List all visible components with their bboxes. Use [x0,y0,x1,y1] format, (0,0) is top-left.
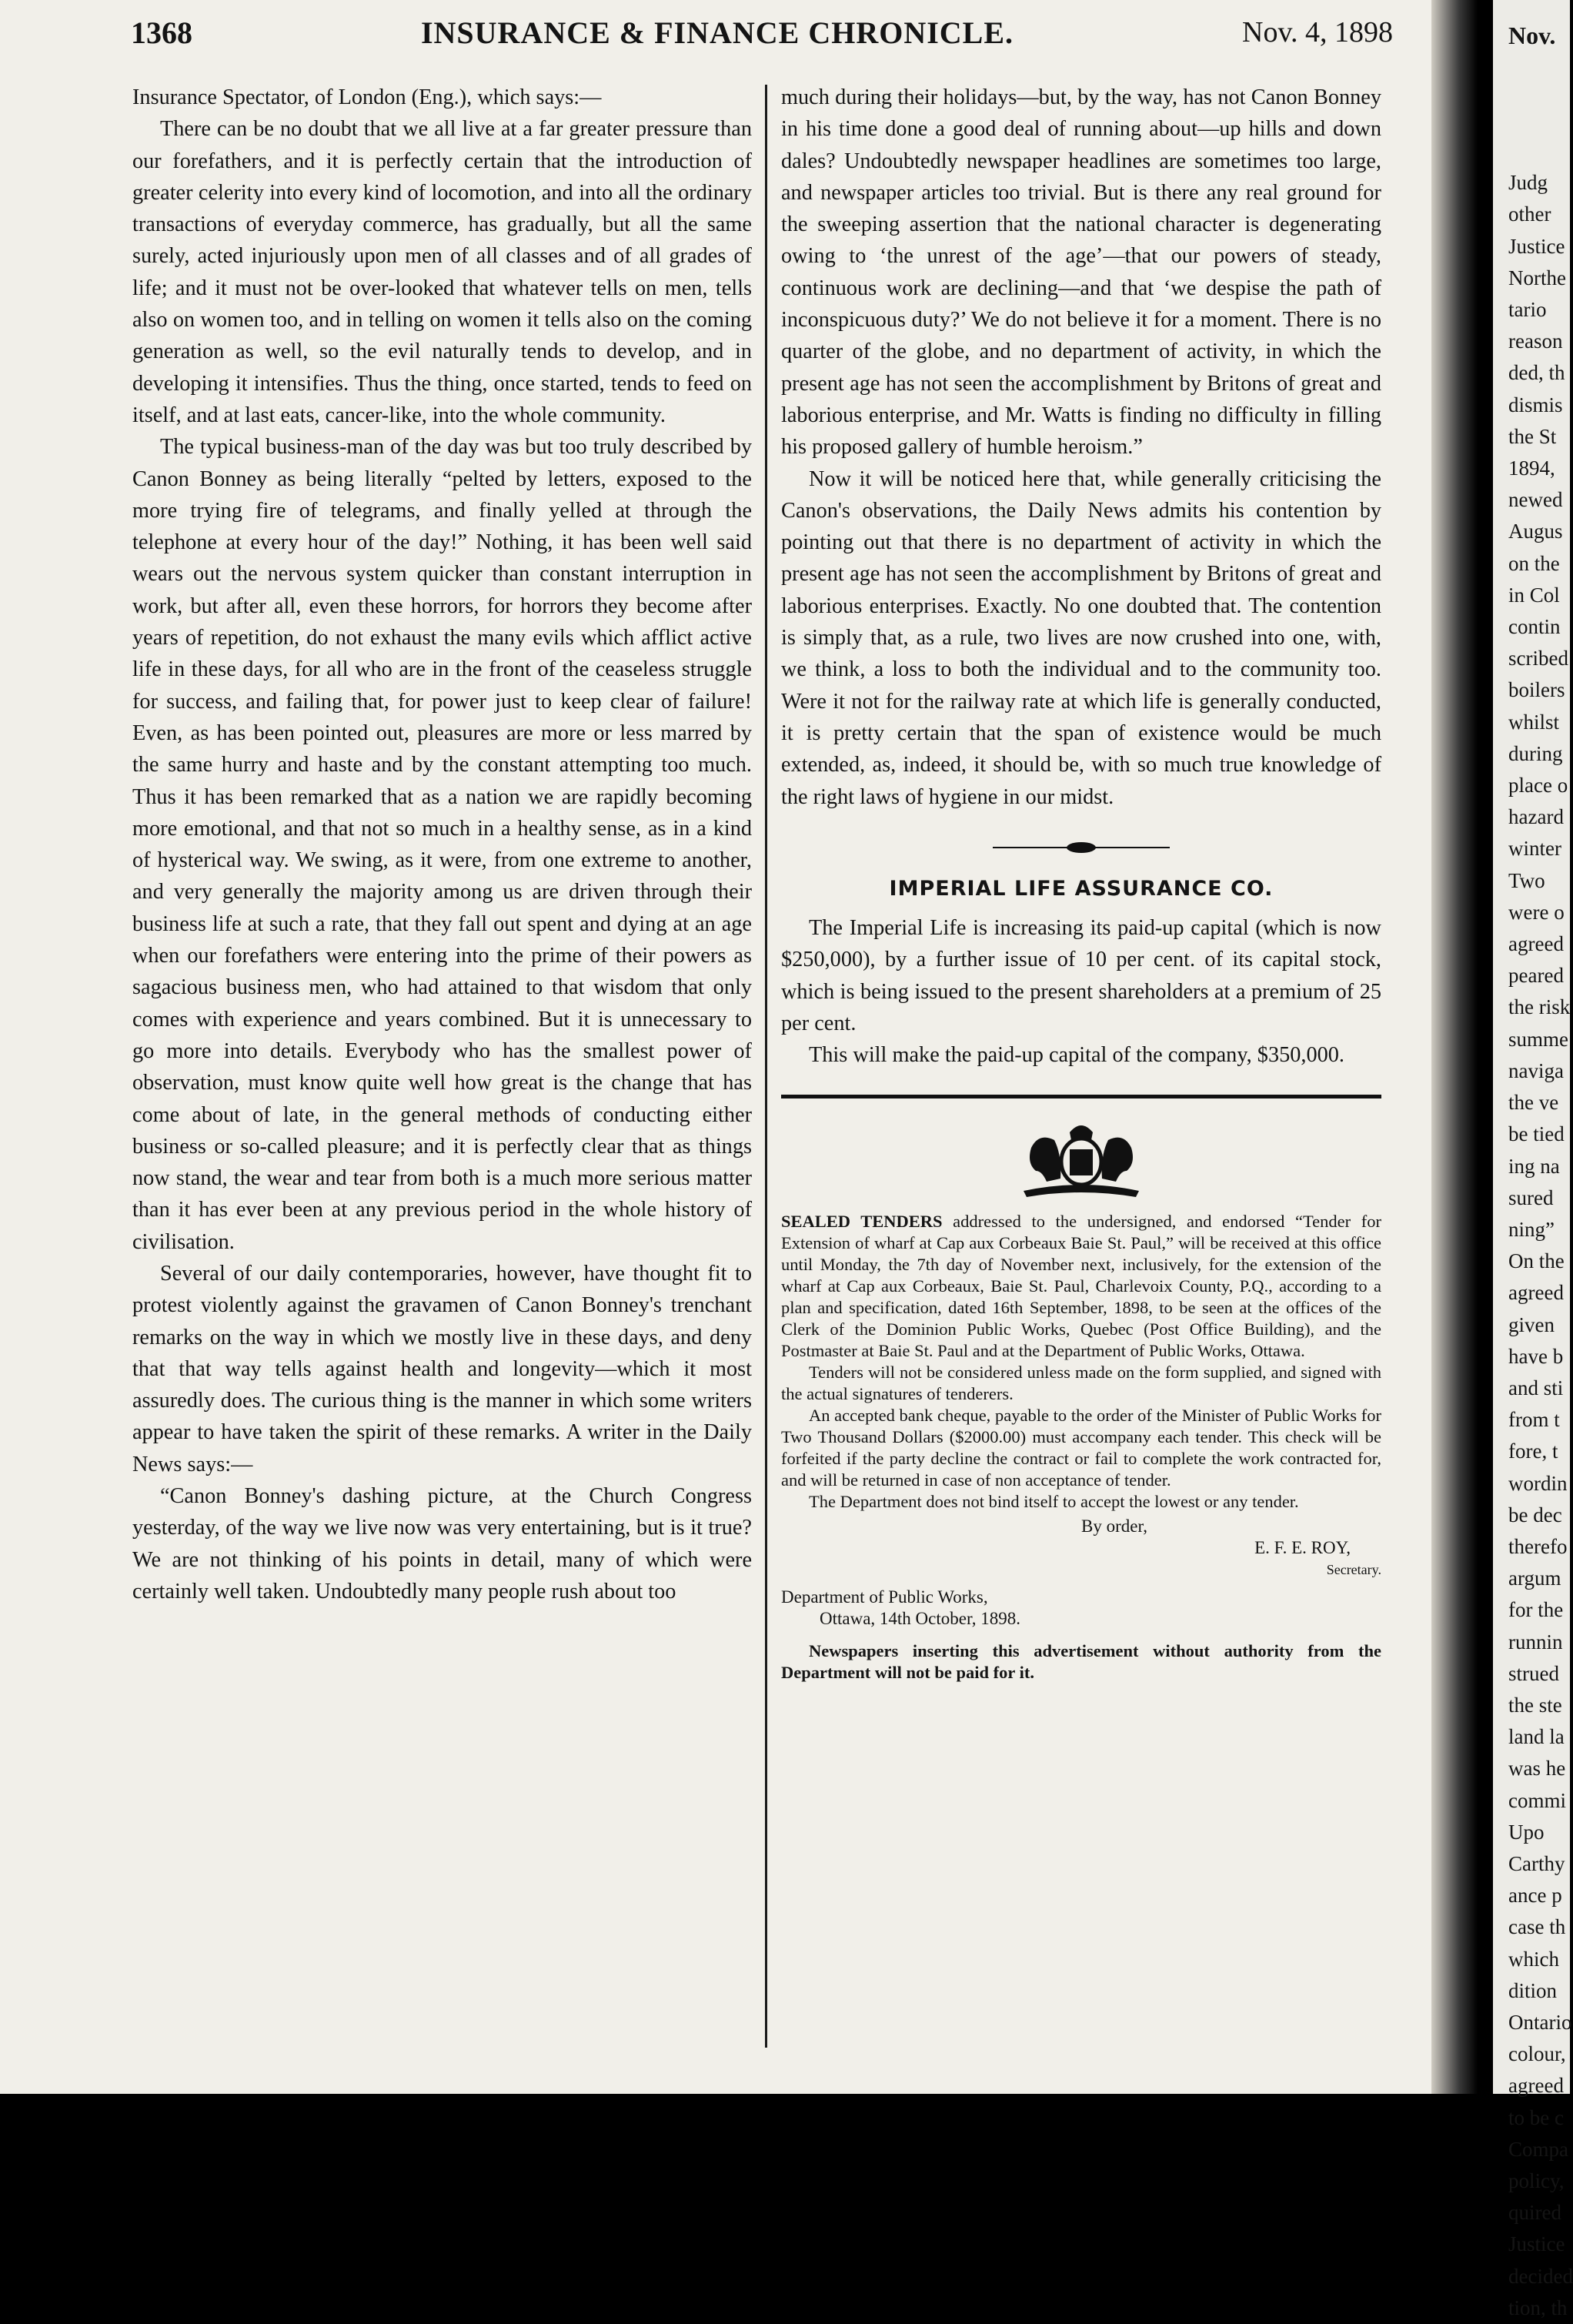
adjacent-text-line: runnin [1508,1630,1563,1654]
column-2 [781,82,1381,1684]
adjacent-text-line: decided [1508,2264,1573,2288]
adjacent-text-line: tario [1508,298,1547,322]
adjacent-text-line: whilst [1508,710,1560,734]
adjacent-text-line: wordin [1508,1471,1568,1495]
adjacent-text-line: reason [1508,329,1563,353]
article-paragraph: “Canon Bonney's dashing picture, at the Church Congress yesterday, of the way we live now was very entertaining, but is it true? We are not thinking of his points in detail, many of which were certainly well taken. Undoubtedly many people rush about too [132,1484,752,1603]
adjacent-text-line: agreed [1508,2074,1564,2098]
tender-paragraph: Tenders will not be considered unless made on the form supplied, and signed with the actual signatures of tenderers. [781,1362,1381,1403]
adjacent-text-line: sured [1508,1185,1554,1209]
royal-crest [781,1117,1381,1202]
adjacent-text-line: dismis [1508,393,1563,416]
column-divider [765,85,767,2048]
adjacent-text-line: winter [1508,837,1561,861]
adjacent-text-line: in Col [1508,583,1560,607]
publication-title: INSURANCE & FINANCE CHRONICLE. [420,15,1014,50]
coat-of-arms-icon [1016,1117,1147,1202]
adjacent-page-fragment [1493,0,1573,2319]
place-date-line: Ottawa, 14th October, 1898. [820,1608,1020,1628]
adjacent-text-line: the St [1508,424,1557,448]
tender-paragraph: The Department does not bind itself to accept the lowest or any tender. [809,1491,1299,1511]
adjacent-text-line: peared [1508,964,1564,988]
page-header [131,14,1393,51]
adjacent-text-line: be dec [1508,1503,1562,1526]
article-paragraph: There can be no doubt that we all live at a far greater pressure than our forefathers, and it is perfectly certain that the introduction of greater celerity into every kind of locomotion, and into all the ordinary transactions of everyday commerce, has gradually, but all the same surely, acted injuriously upon men of all classes and of all grades of life; and it must not be over-looked that whatever tells on men, tells also on women too, and in telling on women it tells also on the coming generation as well, so the evil naturally tends to develop, and in developing it intensifies. Thus the thing, once started, tends to feed on itself, and at last eats, cancer-like, into the whole community. [132,117,752,427]
issue-date: Nov. 4, 1898 [1242,16,1393,48]
signatory-name: E. F. E. ROY, [1254,1537,1351,1557]
department-line: Department of Public Works, [781,1587,988,1607]
tender-notice [781,1211,1381,1684]
imperial-paragraph: This will make the paid-up capital of the company, $350,000. [809,1043,1344,1068]
adjacent-text-line: the ve [1508,1091,1559,1115]
adjacent-text-line: policy, [1508,2169,1565,2192]
adjacent-text-line: Augus [1508,520,1563,543]
adjacent-text-line: newed [1508,488,1563,512]
column-1 [132,82,752,1607]
adjacent-text-line: commi [1508,1788,1566,1812]
article-paragraph: much during their holidays—but, by the way, has not Canon Bonney in his time done a good deal of running about—up hills and down dales? Undoubtedly newspaper headlines are sometimes too large, and newspaper articles too trivial. But is there any real ground for the sweeping assertion that the national character is degenerating owing to ‘the unrest of the age’—that our powers of steady, continuous work are declining—and that ‘we despise the path of inconspicuous duty?’ We do not believe it for a moment. There is no quarter of the globe, and no department of activity, in which the present age has not seen the accomplishment by Britons of great and laborious enterprise, and Mr. Watts is finding no difficulty in filling his proposed gallery of humble heroism.” [781,85,1381,460]
adjacent-text-line: for the [1508,1598,1564,1622]
section-rule [781,1095,1381,1098]
adjacent-text-line: argum [1508,1567,1561,1590]
adjacent-text-line: was he [1508,1757,1566,1781]
adjacent-text-line: quired [1508,2201,1561,2225]
adjacent-text-line: other [1508,202,1551,226]
adjacent-text-line: place o [1508,774,1568,798]
adjacent-text-line: Northe [1508,266,1566,289]
adjacent-text-line: ance p [1508,1884,1562,1908]
adjacent-text-line: case th [1508,1915,1566,1939]
adjacent-text-line: on the [1508,551,1560,575]
adjacent-text-line: and sti [1508,1376,1564,1399]
adjacent-text-line: Judg [1508,171,1548,195]
adjacent-text-line: have b [1508,1344,1564,1368]
adjacent-text-line: boilers [1508,678,1565,702]
adjacent-text-line: be tied [1508,1122,1565,1146]
tender-paragraph: An accepted bank cheque, payable to the order of the Minister of Public Works for Two Thousand Dollars ($2000.00) must accompany each tender. This check will be forfeited if the party decline the contract or fail to complete the work contracted for, and will be returned in case of non acceptance of tender. [781,1405,1381,1490]
signatory-title: Secretary. [1326,1561,1381,1577]
adjacent-text-line: Ontario [1508,2010,1572,2034]
adjacent-text-line: which [1508,1947,1559,1971]
adjacent-text-line: 1894, [1508,456,1555,480]
adjacent-text-line: ning” [1508,1217,1555,1241]
adjacent-text-line: were o [1508,900,1565,924]
adjacent-text-line: Compa [1508,2137,1568,2161]
adjacent-text-line: Justice [1508,234,1565,258]
tender-lead-paragraph [781,1211,1381,1362]
adjacent-text-line: strued [1508,1661,1559,1685]
adjacent-text-line: agreed [1508,932,1564,956]
adjacent-text-line: fore, t [1508,1440,1558,1463]
tender-lead-caps: SEALED TENDERS [781,1211,943,1231]
adjacent-text-line: dition [1508,1978,1558,2002]
by-order: By order, [1081,1516,1147,1536]
adjacent-text-line: On the [1508,1249,1565,1273]
adjacent-text-line: Upo [1508,1820,1545,1844]
article-paragraph: Now it will be noticed here that, while generally criticising the Canon's observations, the Daily News admits his contention by pointing out that there is no department of activity in which the present age has not seen the accomplishment by Britons of great and laborious enterprises. Exactly. No one doubted that. The contention is simply that, as a rule, two lives are now crushed into one, with, we think, a loss to both the individual and to the community too. Were it not for the railway rate at which life is generally conducted, it is pretty certain that the span of existence would be much extended, as, indeed, it should be, with so much true knowledge of the right laws of hygiene in our midst. [781,466,1381,809]
adjacent-text-line: during [1508,741,1563,765]
adjacent-text-line: Justice [1508,2232,1565,2256]
adjacent-text-lines [1493,167,1573,2324]
adjacent-text-line: naviga [1508,1058,1564,1082]
adjacent-text-line: given [1508,1312,1555,1336]
adjacent-text-line: ded, th [1508,361,1565,385]
adjacent-text-line: the risk [1508,995,1571,1019]
adjacent-text-line: colour, [1508,2042,1566,2066]
article-paragraph: Several of our daily contemporaries, however, have thought fit to protest violently against the gravamen of Canon Bonney's trenchant remarks on the way in which we mostly live in these days, and deny that that way tells against health and longevity—which it most assuredly does. The curious thing is the manner in which some writers appear to have taken the spirit of these remarks. A writer in the Daily News says:— [132,1261,752,1476]
adjacent-text-line: ing na [1508,1154,1560,1178]
dash-ornament [993,841,1170,854]
adjacent-text-line: from t [1508,1408,1560,1432]
adjacent-text-line: hazard [1508,805,1564,829]
newspaper-notice: Newspapers inserting this advertisement without authority from the Department will not be paid for it. [781,1640,1381,1682]
adjacent-text-line: the ste [1508,1693,1562,1717]
imperial-life-heading: IMPERIAL LIFE ASSURANCE CO. [889,876,1274,901]
adjacent-text-line: summe [1508,1027,1568,1051]
article-paragraph: Insurance Spectator, of London (Eng.), which says:— [132,85,602,109]
article-paragraph: The typical business-man of the day was but too truly described by Canon Bonney as being literally “pelted by letters, exposed to the more trying fire of telegrams, and finally yelled at through the telephone at every hour of the day!” Nothing, it has been well said wears out the nervous system quicker than constant interruption in work, but after all, even these horrors, for horrors they become after years of repetition, do not exhaust the many evils which afflict active life in these days, for all who are in the front of the ceaseless struggle for success, and failing that, for power just to keep clear of failure! Even, as has been pointed out, pleasures are more or less marred by the same hurry and haste and by the constant attempting too much. Thus it has been remarked that as a nation we are rapidly becoming more emotional, and that not so much in a healthy sense, as in a kind of hysterical way. We swing, as it were, from one extreme to another, and very generally the majority among us are driven through their business life at such a rate, that they fall out spent and dying at an age when our forefathers were entering into the prime of their powers as sagacious business men, who had attained to that wisdom that only comes with experience and years combined. But it is unnecessary to go more into details. Everybody who has the smallest power of observation, must know quite well how great is the change that has come about of late, in the general methods of conducting either business or so-called pleasure; and it is perfectly clear that as things now stand, the wear and tear from both is a much more serious matter than it has ever been at any previous period in the whole history of civilisation. [132,435,752,1254]
page-number: 1368 [131,15,192,50]
adjacent-header: Nov. [1508,22,1556,49]
adjacent-text-line: Two [1508,868,1545,892]
imperial-paragraph: The Imperial Life is increasing its paid-up capital (which is now $250,000), by a further issue of 10 per cent. of its capital stock, which is being issued to the present shareholders at a premium of 25 per cent. [781,916,1381,1036]
adjacent-text-line: scribed [1508,647,1568,670]
adjacent-text-line: agreed [1508,1281,1564,1305]
adjacent-text-line: Carthy [1508,1851,1565,1875]
adjacent-text-line: contin [1508,615,1561,639]
adjacent-text-line: therefo [1508,1534,1568,1558]
adjacent-text-line: land la [1508,1725,1565,1749]
adjacent-text-line: tion, th [1508,2296,1568,2319]
adjacent-text-line: to be c [1508,2105,1564,2129]
tender-lead-text: addressed to the undersigned, and endorsed “Tender for Extension of wharf at Cap aux Corbeaux Baie St. Paul,” will be received at this office until Monday, the 7th day of November next, inclusively, for the extension of the wharf at Cap aux Corbeaux, Baie St. Paul, Charlevoix County, P.Q., according to a plan and specification, dated 16th September, 1898, to be seen at the offices of the Clerk of the Dominion Public Works, Quebec (Post Office Building), and the Postmaster at Baie St. Paul and at the Department of Public Works, Ottawa. [781,1211,1381,1360]
page-gutter [1431,0,1478,2094]
